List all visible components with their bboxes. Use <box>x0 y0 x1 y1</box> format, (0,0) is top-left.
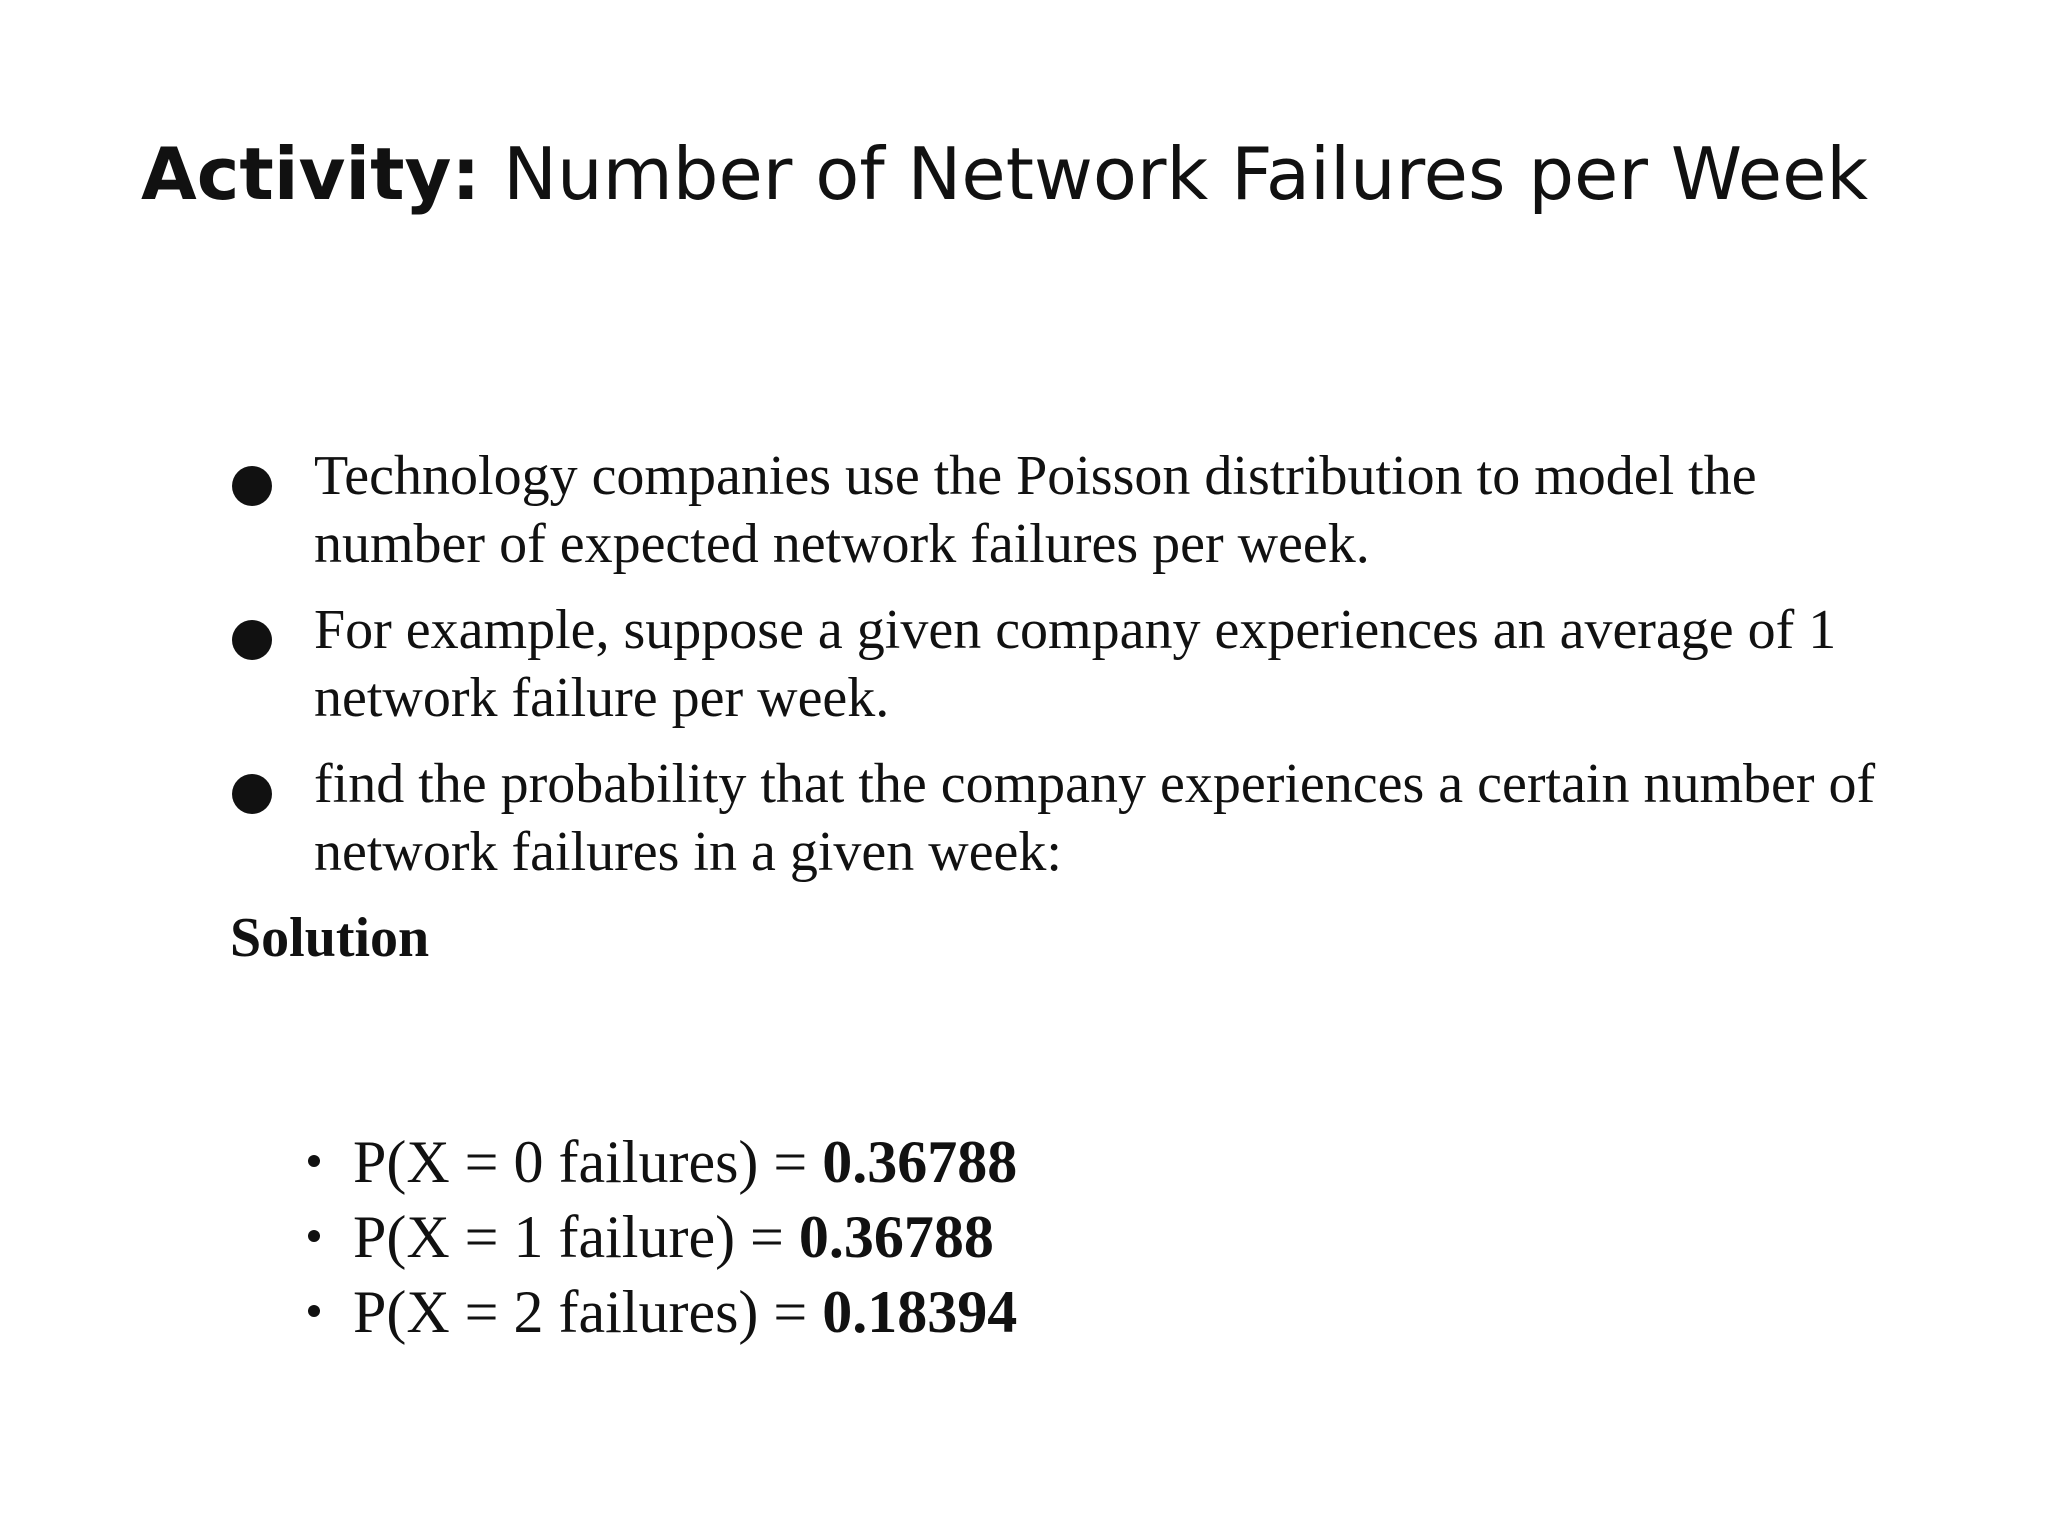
bullet-dot-icon <box>232 620 272 660</box>
result-item <box>300 1275 1017 1350</box>
bullet-item <box>230 442 1930 578</box>
results-list <box>300 1125 1017 1350</box>
bullet-item <box>230 750 1930 886</box>
bullet-dot-icon <box>232 466 272 506</box>
bullet-item <box>230 596 1930 732</box>
result-value: 0.36788 <box>798 1204 994 1270</box>
solution-heading: Solution <box>230 907 430 969</box>
result-expression: P(X = 0 failures) = <box>353 1129 823 1195</box>
slide-title <box>141 126 1868 222</box>
bullet-text: find the probability that the company experiences a certain number of network failures in a given week: <box>314 753 1876 883</box>
result-item <box>300 1125 1017 1200</box>
small-bullet-icon <box>308 1155 320 1167</box>
result-value: 0.36788 <box>822 1129 1018 1195</box>
bullet-text: For example, suppose a given company experiences an average of 1 network failure per week. <box>314 599 1837 729</box>
bullet-list <box>230 442 1930 904</box>
result-expression: P(X = 1 failure) = <box>353 1204 799 1270</box>
result-item <box>300 1200 1017 1275</box>
title-prefix: Activity: <box>141 132 481 216</box>
bullet-text: Technology companies use the Poisson distribution to model the number of expected network failures per week. <box>314 445 1757 575</box>
small-bullet-icon <box>308 1305 320 1317</box>
result-expression: P(X = 2 failures) = <box>353 1279 823 1345</box>
small-bullet-icon <box>308 1230 320 1242</box>
result-value: 0.18394 <box>822 1279 1018 1345</box>
title-text: Number of Network Failures per Week <box>480 132 1869 216</box>
bullet-dot-icon <box>232 774 272 814</box>
